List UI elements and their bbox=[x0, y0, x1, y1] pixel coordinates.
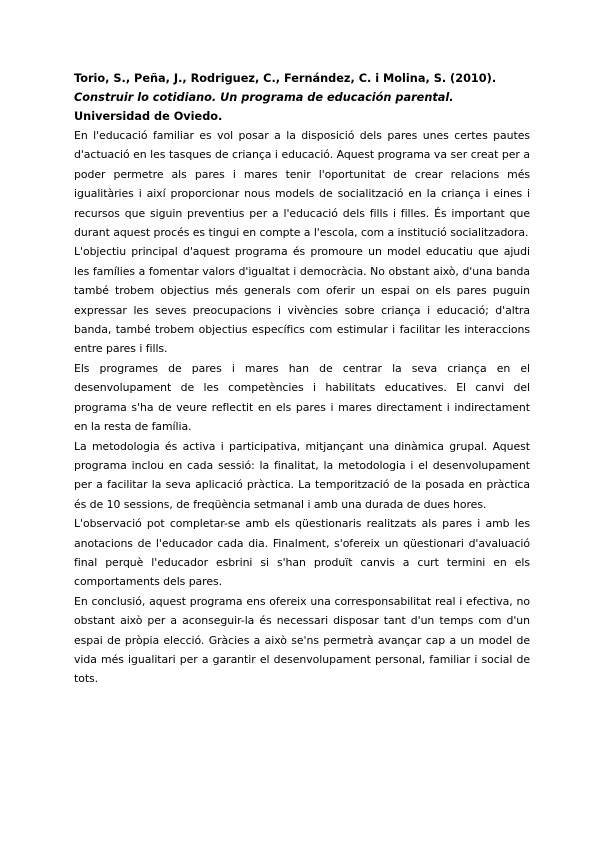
paragraph-6: En conclusió, aquest programa ens ofereix una corresponsabilitat real i efectiva, no obstant això per a aconseguir-la és necessari disposar tant d'un temps com d'un espai de pròpia elecció. Gràcies a això se'ns permetrà avançar cap a un model de vida més igualitari per a garantir el desenvolupament personal, familiar i social de tots. bbox=[74, 594, 530, 686]
reference-authors-line bbox=[74, 69, 530, 88]
paragraph-3: Els programes de pares i mares han de centrar la seva criança en el desenvolupament de les competències i habilitats educatives. El canvi del programa s'ha de veure reflectit en els pares i mares directament i indirectament en la resta de família. bbox=[74, 361, 530, 434]
reference-title-line bbox=[74, 88, 530, 126]
reference-publisher: Universidad de Oviedo. bbox=[74, 110, 223, 123]
reference-authors: Torio, S., Peña, J., Rodriguez, C., Fernández, C. i Molina, S. (2010). bbox=[74, 72, 497, 85]
bibliographic-reference bbox=[74, 69, 530, 126]
paragraph-2: L'objectiu principal d'aquest programa és promoure un model educatiu que ajudi les famílies a fomentar valors d'igualtat i democràcia. No obstant això, d'una banda també trobem objectius més generals com oferir un espai on els pares puguin expressar les seves preocupacions i vivències sobre criança i educació; d'altra banda, també trobem objectius específics com estimular i facilitar les interaccions entre pares i fills. bbox=[74, 245, 530, 356]
paragraph-4: La metodologia és activa i participativa, mitjançant una dinàmica grupal. Aquest programa inclou en cada sessió: la finalitat, la metodologia i el desenvolupament per a facilitar la seva aplicació pràctica. La temporització de la posada en pràctica és de 10 sessions, de freqüència setmanal i amb una durada de dues hores. bbox=[74, 439, 530, 511]
body-text bbox=[74, 126, 530, 689]
paragraph-1: En l'educació familiar es vol posar a la disposició dels pares unes certes pautes d'actuació en les tasques de criança i educació. Aquest programa va ser creat per a poder permetre als pares i mares tenir l'oportunitat de crear relacions més igualitàries i així proporcionar nous models de socialització en la criança i eines i recursos que siguin preventius per a l'educació dels fills i filles. És important que durant aquest procés es tingui en compte a l'escola, com a institució socialitzadora. bbox=[74, 129, 530, 240]
reference-title: Construir lo cotidiano. Un programa de educación parental. bbox=[74, 91, 454, 104]
document-page bbox=[74, 69, 530, 689]
paragraph-5: L'observació pot completar-se amb els qüestionaris realitzats als pares i amb les anotacions de l'educador cada dia. Finalment, s'ofereix un qüestionari d'avaluació final perquè l'educador esbrini si s'han produït canvis a curt termini en els comportaments dels pares. bbox=[74, 517, 530, 589]
